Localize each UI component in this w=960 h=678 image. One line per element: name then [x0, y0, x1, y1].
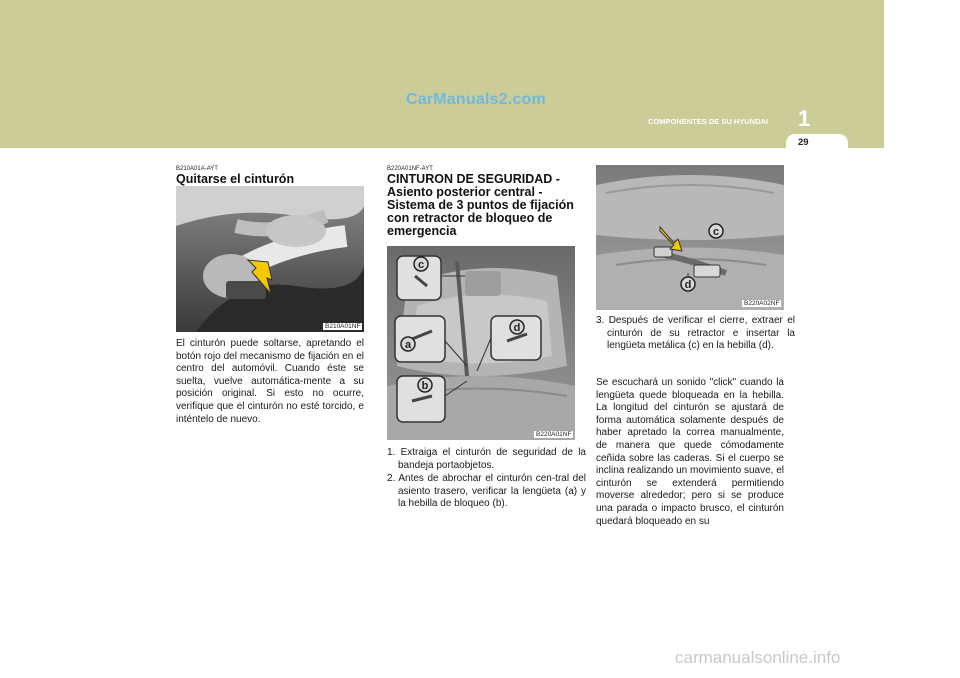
footer-watermark[interactable]: carmanualsonline.info — [675, 648, 841, 667]
brand-watermark[interactable]: CarManuals2.com — [406, 91, 546, 108]
section-title-left: Quitarse el cinturón — [176, 172, 295, 186]
section-title-line3: Sistema de 3 puntos de fijación — [387, 198, 574, 212]
section-title-line5: emergencia — [387, 224, 457, 238]
callout-b: b — [421, 380, 429, 392]
section-title-line4: con retractor de bloqueo de — [387, 211, 553, 225]
step-3: 3. Después de verificar el cierre, extraer el cinturón de su retractor e insertar la lengüeta metálica (c) en la hebilla (d). — [596, 315, 795, 352]
page-number-tab — [786, 134, 848, 152]
paragraph-left: El cinturón puede soltarse, apretando el botón rojo del mecanismo de fijación en el centro del automóvil. Cuando éste se suelta, vuelve automática-mente a su posición original. Si esto no ocurre, verifique que el cinturón no esté torcido, e inténtelo de nuevo. — [176, 338, 364, 425]
photo-buckle-insert — [596, 165, 784, 310]
section-title-line2: Asiento posterior central - — [387, 185, 543, 199]
callout-d-right: d — [684, 279, 692, 291]
figure-code-right: B220A02NF — [744, 300, 780, 307]
section-title-line1: CINTURON DE SEGURIDAD - — [387, 172, 560, 186]
photo-rear-center-seat — [387, 246, 575, 440]
figure-code-middle: B220A01NF — [536, 431, 572, 438]
step-1: 1. Extraiga el cinturón de seguridad de la bandeja portaobjetos. — [387, 447, 586, 471]
section-code-middle: B220A01NF-AYT — [387, 166, 433, 172]
callout-c: c — [417, 259, 425, 271]
chapter-number: 1 — [798, 106, 811, 131]
section-code-left: B210A01A-AYT — [176, 166, 218, 172]
callout-c-right: c — [712, 226, 720, 238]
paragraph-right: Se escuchará un sonido "click" cuando la lengüeta quede bloqueada en la hebilla. La longitud del cinturón se ajustará de forma automática solamente después de haber apretado la correa manualmente, de manera que quede cómodamente ceñida sobre las caderas. Si el cuerpo se inclina realizando un movimiento suave, el cinturón se extenderá permitiendo moverse alrededor; pero si se produce una parada o impacto brusco, el cinturón quedará bloqueado en su — [596, 377, 784, 527]
page-number: 29 — [798, 137, 809, 148]
chapter-label: COMPONENTES DE SU HYUNDAI — [648, 117, 769, 126]
callout-a: a — [404, 339, 412, 351]
step-2: 2. Antes de abrochar el cinturón cen-tral del asiento trasero, verificar la lengüeta (a) y la hebilla de bloqueo (b). — [387, 473, 586, 510]
photo-belt-release — [176, 186, 364, 332]
callout-d: d — [513, 322, 521, 334]
figure-code-left: B210A01NF — [325, 323, 361, 330]
